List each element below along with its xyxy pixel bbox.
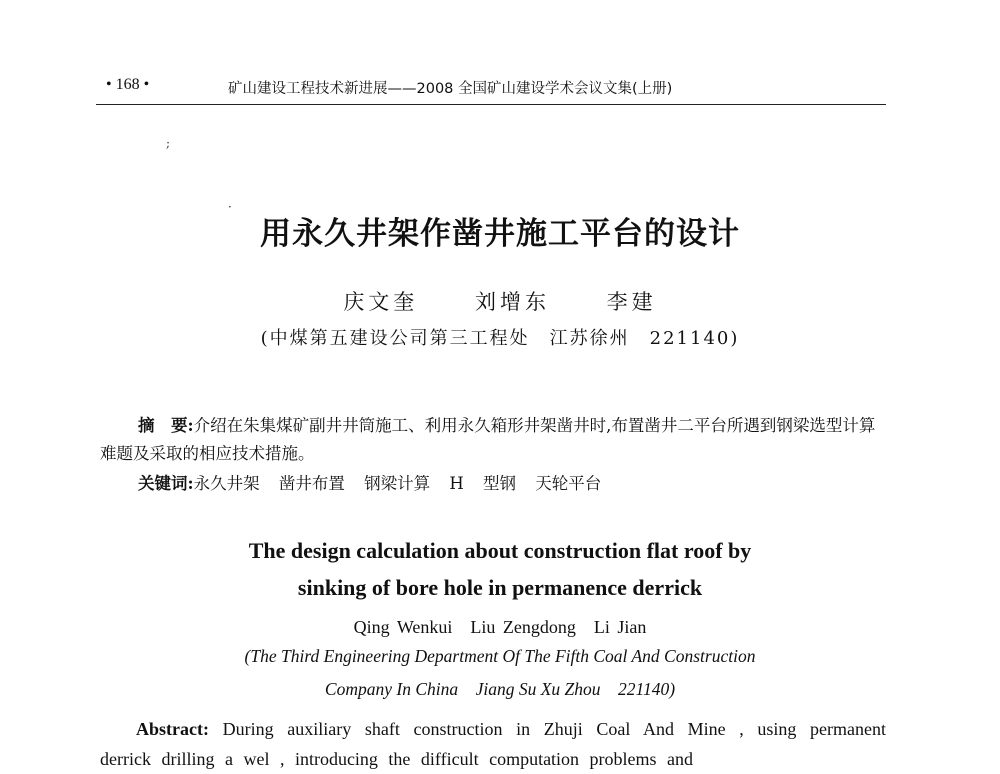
chinese-keywords-text: 永久井架 凿井布置 钢梁计算 H 型钢 天轮平台 <box>193 474 602 493</box>
journal-title: 矿山建设工程技术新进展——2008 全国矿山建设学术会议文集(上册) <box>228 81 673 97</box>
speck-mark: · <box>228 200 232 214</box>
page-number: • 168 • <box>106 76 150 93</box>
english-authors: Qing Wenkui Liu Zengdong Li Jian <box>353 617 647 637</box>
chinese-keywords <box>138 470 601 494</box>
speck-mark: ; <box>166 136 171 150</box>
chinese-abstract-label: 摘 要: <box>138 416 194 435</box>
chinese-affiliation: (中煤第五建设公司第三工程处 江苏徐州 221140) <box>260 328 740 349</box>
chinese-abstract-text: 介绍在朱集煤矿副井井筒施工、利用永久箱形井架凿井时,布置凿井二平台所遇到钢梁选型计算难题及采取的相应技术措施。 <box>100 416 876 463</box>
english-affiliation-line-1: (The Third Engineering Department Of The Fifth Coal And Construction <box>244 646 756 666</box>
english-abstract-text: During auxiliary shaft construction in Zhuji Coal And Mine , using permanent derrick drilling a wel , introducing the difficult computation problems and <box>100 719 887 769</box>
english-abstract-label: Abstract: <box>136 719 209 739</box>
chinese-authors: 庆文奎 刘增东 李建 <box>343 290 657 314</box>
header-rule <box>96 104 886 105</box>
english-title-line-1: The design calculation about construction flat roof by <box>248 538 752 563</box>
english-affiliation-line-2: Company In China Jiang Su Xu Zhou 221140) <box>324 679 676 699</box>
chinese-keywords-label: 关键词: <box>138 474 194 493</box>
chinese-abstract <box>100 412 886 468</box>
running-head <box>96 76 886 100</box>
english-abstract <box>100 714 886 774</box>
chinese-title: 用永久井架作凿井施工平台的设计 <box>260 216 740 252</box>
english-title-line-2: sinking of bore hole in permanence derrick <box>297 575 703 600</box>
